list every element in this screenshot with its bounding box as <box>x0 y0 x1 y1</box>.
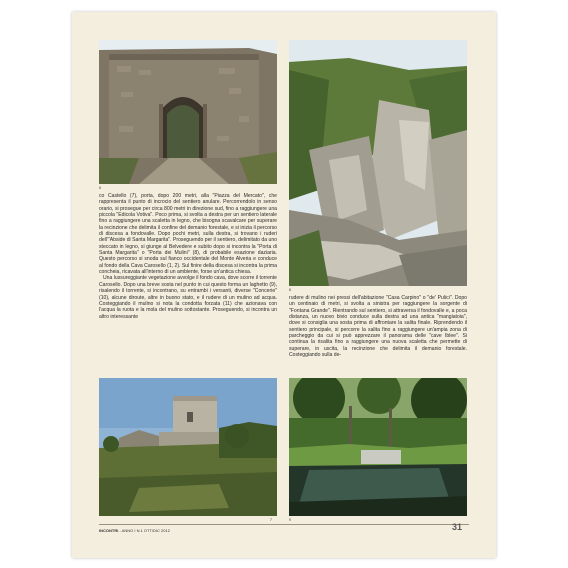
paragraph: rudere di mulino nei pressi dell'abitazione "Casa Carpino" o "de' Pulici". Dopo un centinaio di metri, si svolta a sinistra per raggiungere la sorgente di "Fontana Grande". Rientrando sul sentiero, si attraversa il fondovalle e, a poca distanza, un nuovo bivio conduce sulla destra ad una antica "mangiatoia", dove si consiglia una sosta prima di affrontare la salita finale. Riprendendo il sentiero principale, si percorre la salita fino a raggiungere un'ampia zona di parcheggio da cui si può apprezzare il panorama delle "cave Iblee". Si continua la risalita fino a raggiungere una nuova scaletta che permette di superare, in uscita, la recinzione che delimita il demanio forestale. Costeggiando sulla de- <box>289 295 467 359</box>
issue-info: - ANNO I N.1 OTT/DIC 2012 <box>118 528 170 533</box>
paragraph: co Castello (7), porta, dopo 200 metri, alla "Piazza del Mercato", che rappresenta il punto di incrocio del sentiero anulare. Percorrendolo in senso orario, si prosegue per circa 800 metri in direzione sud, fino a raggiungere una piccola "Edicola Votiva". Poco prima, si svolta a destra per un sentiero laterale fino a raggiungere una scaletta in legno, che bisogna scavalcare per superare la recinzione che delimita il confine del demanio forestale, e si inizia il percorso di discesa a fondovalle. Dopo pochi metri, sulla destra, si trovano i ruderi dell'"Abside di Santa Margarita". Proseguendo per il sentiero, delimitato da uno steccato in legno, si giunge al Belvedere e subito dopo si incontra la "Porta di Santa Margarita" o "Porta dei Mulini" (8), di probabile esazione daziaria. Questo percorso si snoda sul fianco occidentale del Monte Alveria e conduce al fondo della Cava Carosello (1, 2). Sul finire della discesa si incontra la prima concheia, ricavata all'interno di un ambiente, forse un'antica chiesa. <box>99 193 277 276</box>
photo-caption-8: 8 <box>289 288 291 292</box>
article-column-left <box>99 193 277 320</box>
photo-rocky-gorge <box>289 40 467 286</box>
article-column-right <box>289 295 467 358</box>
magazine-page <box>72 12 496 558</box>
paragraph: Una lussureggiante vegetazione avvolge il fondo cava, dove scorre il torrente Carosello. Dopo una breve sosta nel punto in cui questo forma un laghetto (9), risalendo il torrente, si incontrano, su entrambi i versanti, diverse "Concerie" (10), alcune diroute, altre in buono stato, e il rudere di un mulino ad acqua. Costeggiando il mulino si nota la condotta forzata (11) che azionava con l'acqua la ruota e la mola del mulino sottostante. Proseguendo, si incontra un altro interessante <box>99 275 277 320</box>
photo-forest-pond <box>289 378 467 516</box>
footer-publication <box>99 528 170 533</box>
photo-castle-tower <box>99 378 277 516</box>
photo-caption-9: 9 <box>289 518 291 522</box>
photo-stone-gate <box>99 40 277 184</box>
footer-divider <box>99 524 469 525</box>
magazine-name: INCONTRI <box>99 528 119 533</box>
photo-caption-7: 7 <box>270 518 272 522</box>
page-number: 31 <box>452 522 463 532</box>
photo-caption-6: 6 <box>99 186 101 190</box>
